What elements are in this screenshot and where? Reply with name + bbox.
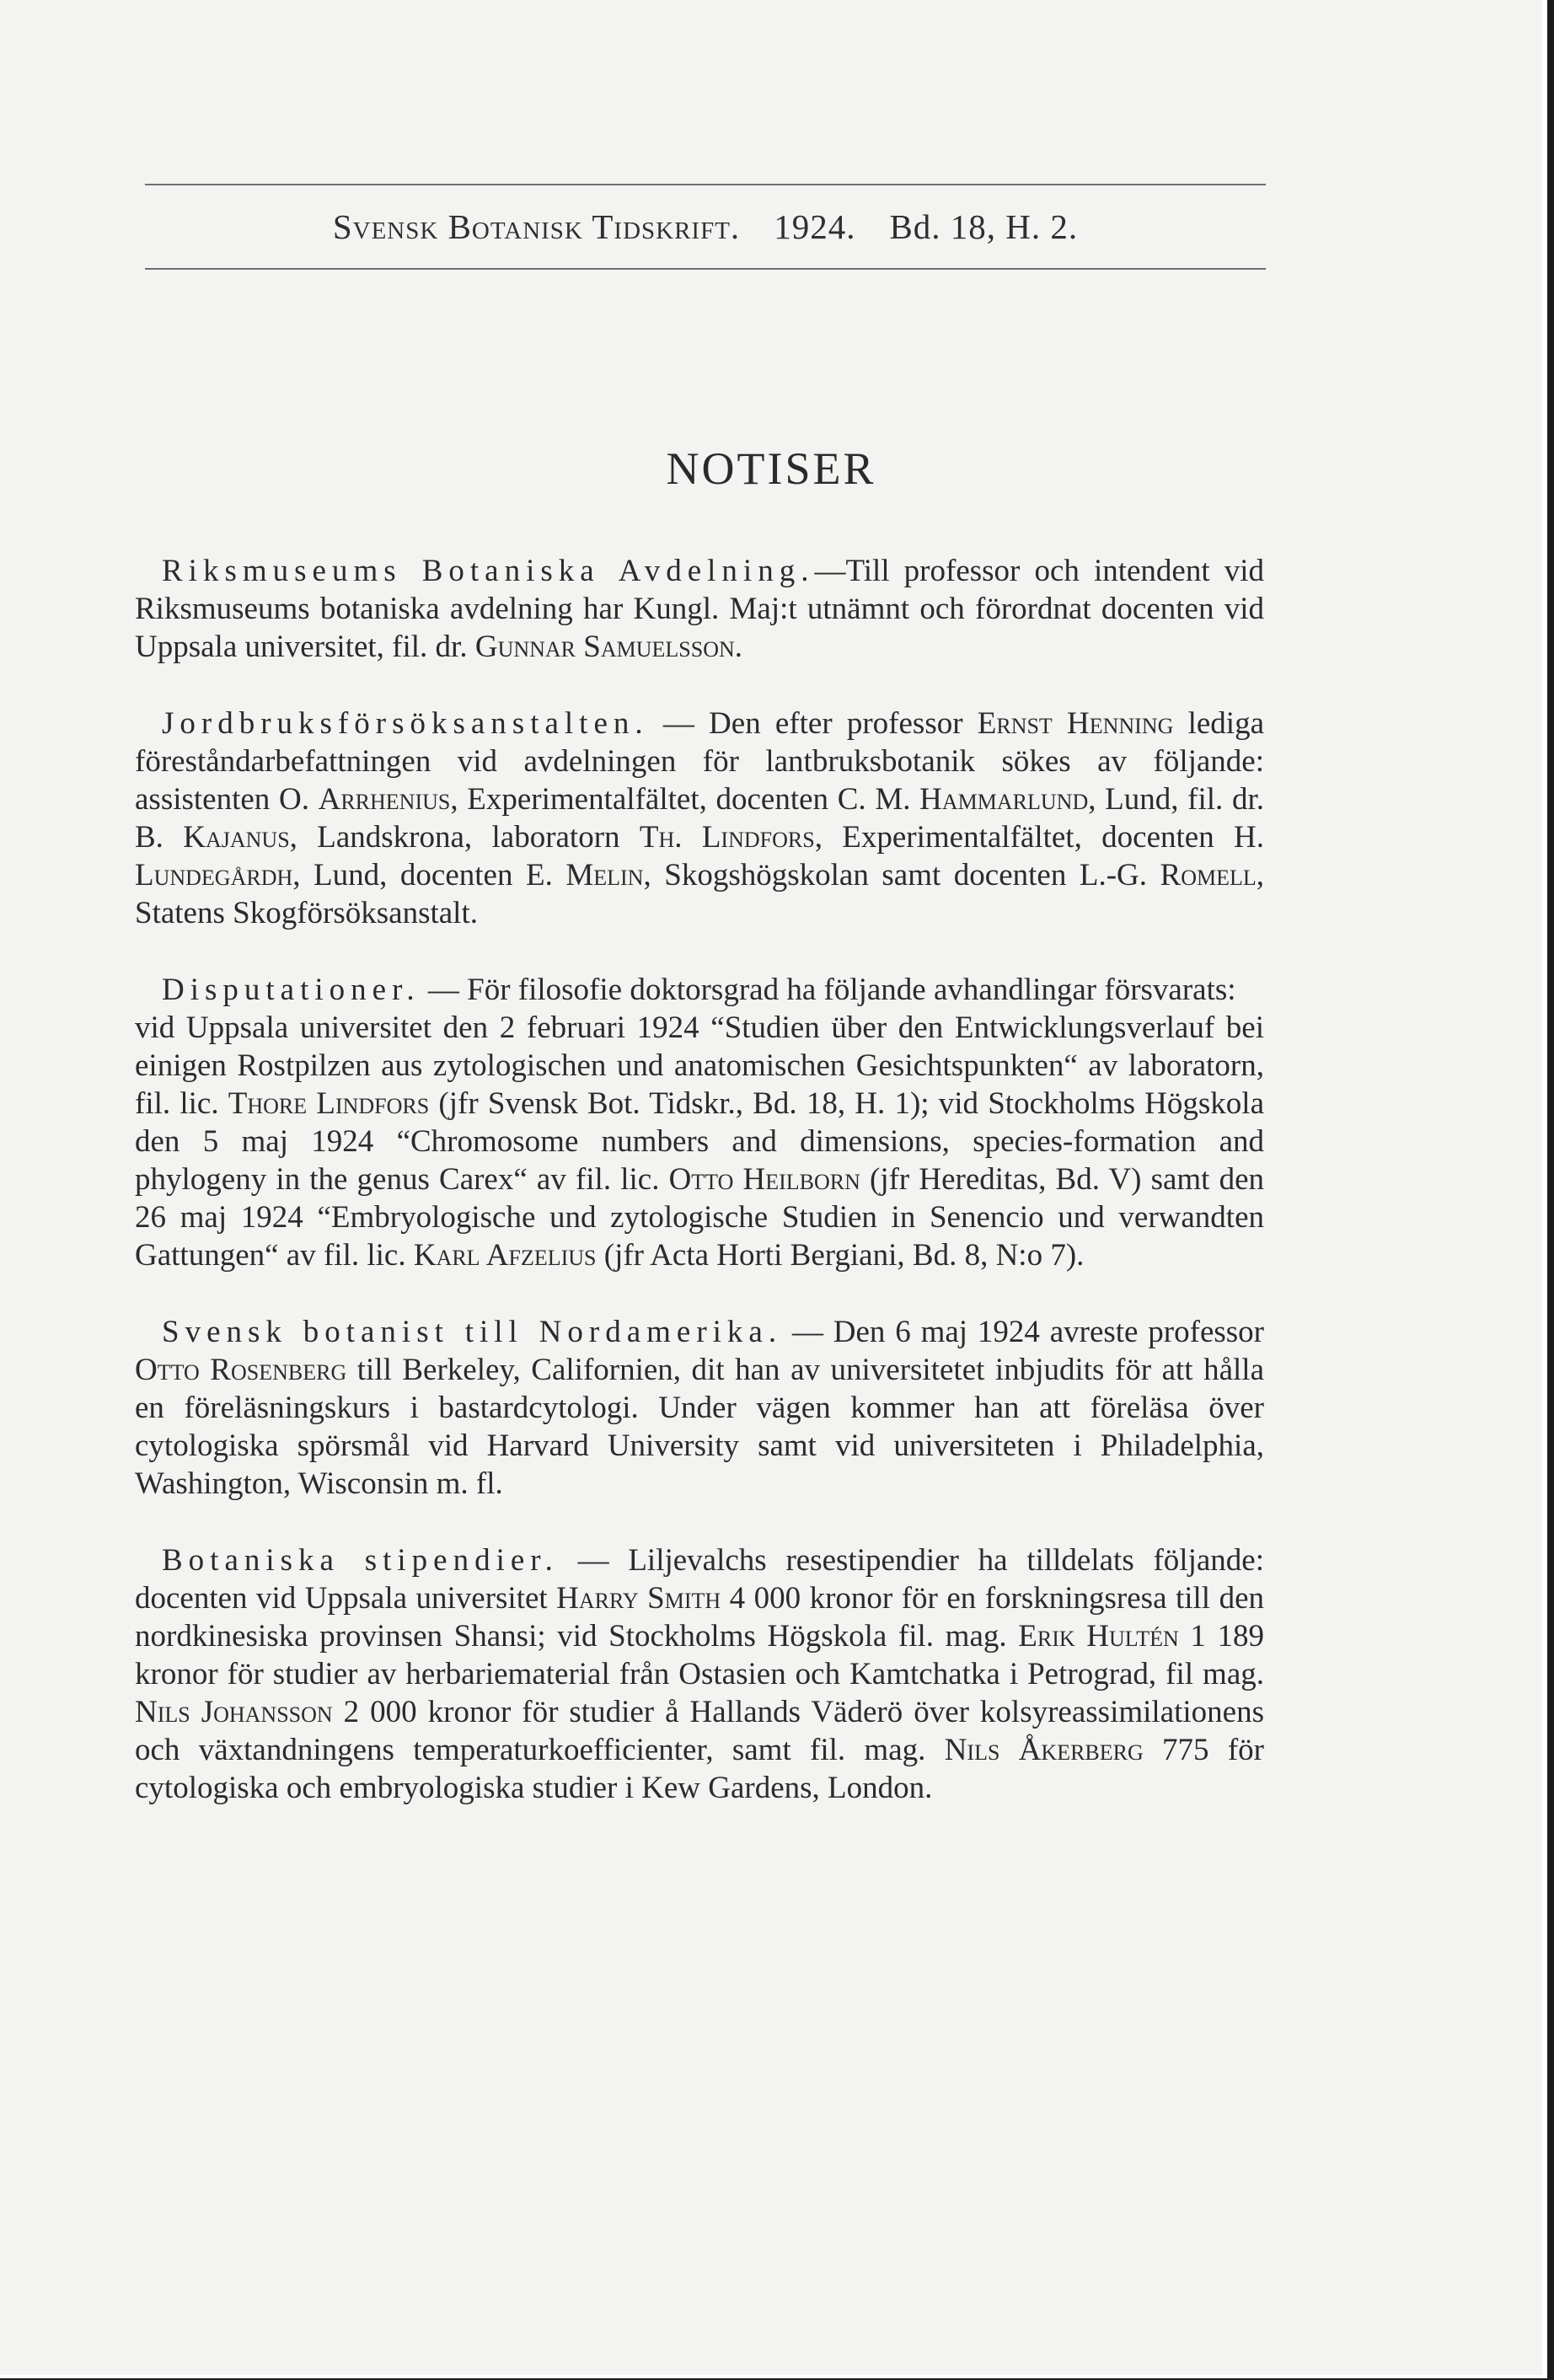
person-name: Melin	[565, 858, 644, 892]
notice	[135, 971, 1264, 1274]
notice-heading: Botaniska stipendier.	[162, 1543, 559, 1578]
notice-text: 2 000 kronor för studier å Hallands Väderö över kolsyreassimilationens och växtandningens temperaturkoefficienter, samt fil. mag.	[135, 1695, 1264, 1767]
person-name: Arrhenius	[318, 782, 451, 817]
notice-text: , Lund, fil. dr. B.	[135, 782, 1264, 855]
notice-text: (jfr Svensk Bot. Tidskr., Bd. 18, H. 1); vid Stockholms Högskola den 5 maj 1924 “Chromosome numbers and dimensions, species-formation and phylogeny in the genus Carex“ av fil. lic.	[135, 1086, 1264, 1197]
notice	[135, 1541, 1264, 1807]
notice-text: — Liljevalchs resestipendier ha tilldelats följande: docenten vid Uppsala universitet	[135, 1543, 1264, 1616]
notice-paragraph	[135, 1313, 1264, 1503]
journal-year: 1924.	[774, 207, 856, 246]
person-name: Kajanus	[183, 820, 290, 855]
notices-body	[135, 552, 1264, 1846]
notice	[135, 552, 1264, 666]
person-name: Karl Afzelius	[413, 1238, 597, 1273]
notice-text: , Experimentalfältet, docenten H.	[814, 820, 1264, 855]
person-name: Erik Hultén	[1018, 1619, 1179, 1654]
journal-volume: Bd. 18, H. 2.	[889, 207, 1079, 246]
notice-paragraph	[135, 1541, 1264, 1807]
notice-paragraph	[135, 705, 1264, 932]
person-name: Harry Smith	[556, 1581, 721, 1616]
notice-heading: Svensk botanist till Nordamerika.	[162, 1315, 783, 1349]
person-name: Thore Lindfors	[228, 1086, 430, 1121]
notice-text: (jfr Hereditas, Bd. V) samt den 26 maj 1924 “Embryologische und zytologische Studien in Senencio und verwandten Gattungen“ av fil. lic.	[135, 1162, 1264, 1273]
notice-heading: Disputationer.	[162, 973, 421, 1007]
notice-text: 4 000 kronor för en forskningsresa till den nordkinesiska provinsen Shansi; vid Stockholms Högskola fil. mag.	[135, 1581, 1264, 1654]
person-name: Hammarlund	[919, 782, 1089, 817]
notice-text: —Till professor och intendent vid Riksmuseums botaniska avdelning har Kungl. Maj:t utnämnt och förordnat docenten vid Uppsala universitet, fil. dr.	[135, 554, 1264, 664]
person-name: Th. Lindfors	[639, 820, 815, 855]
notice	[135, 1313, 1264, 1503]
notice-text: vid Uppsala universitet den 2 februari 1924 “Studien über den Entwicklungsverlauf bei einigen Rostpilzen aus zytologischen und anatomischen Gesichtspunkten“ av laboratorn, fil. lic.	[135, 1010, 1264, 1121]
notice-text: , Experimentalfältet, docenten C. M.	[450, 782, 920, 817]
notice	[135, 705, 1264, 932]
notice-paragraph	[135, 1009, 1264, 1274]
journal-name: Svensk Botanisk Tidskrift.	[332, 207, 741, 246]
person-name: Gunnar Samuelsson	[474, 630, 735, 664]
notice-paragraph	[135, 552, 1264, 666]
notice-text: , Landskrona, laboratorn	[289, 820, 640, 855]
notice-text: till Berkeley, Californien, dit han av universitetet inbjudits för att hålla en föreläsningskurs i bastardcytologi. Under vägen kommer han att föreläsa över cytologiska spörsmål vid Harvard University samt vid universiteten i Philadelphia, Washington, Wisconsin m. fl.	[135, 1353, 1264, 1501]
notice-text: , Skogshögskolan samt docenten L.-G.	[643, 858, 1160, 892]
notice-text: lediga föreståndarbefattningen vid avdelningen för lantbruksbotanik sökes av följande: assistenten O.	[135, 706, 1264, 817]
notice-text: .	[734, 630, 742, 664]
notice-text: — För filosofie doktorsgrad ha följande avhandlingar försvarats:	[420, 973, 1236, 1007]
person-name: Otto Heilborn	[668, 1162, 860, 1197]
notice-text: 775 för cytologiska och embryologiska studier i Kew Gardens, London.	[135, 1733, 1264, 1805]
notice-text: — Den efter professor	[648, 706, 978, 741]
person-name: Ernst Henning	[977, 706, 1174, 741]
notice-text: , Lund, docenten E.	[292, 858, 566, 892]
person-name: Nils Johansson	[135, 1695, 333, 1729]
notice-text: — Den 6 maj 1924 avreste professor	[782, 1315, 1264, 1349]
running-head	[145, 184, 1266, 270]
notice-heading: Jordbruksförsöksanstalten.	[162, 706, 649, 741]
person-name: Nils Åkerberg	[944, 1733, 1144, 1767]
notice-heading: Riksmuseums Botaniska Avdelning.	[162, 554, 815, 588]
page-title: NOTISER	[666, 443, 876, 494]
notice-text: 1 189 kronor för studier av herbariematerial från Ostasien och Kamtchatka i Petrograd, fil mag.	[135, 1619, 1265, 1691]
notice-paragraph	[135, 971, 1264, 1009]
person-name: Lundegårdh	[135, 858, 293, 892]
notice-text: , Statens Skogförsöksanstalt.	[135, 858, 1265, 930]
notice-text: (jfr Acta Horti Bergiani, Bd. 8, N:o 7).	[596, 1238, 1085, 1273]
person-name: Romell	[1160, 858, 1257, 892]
person-name: Otto Rosenberg	[135, 1353, 347, 1387]
